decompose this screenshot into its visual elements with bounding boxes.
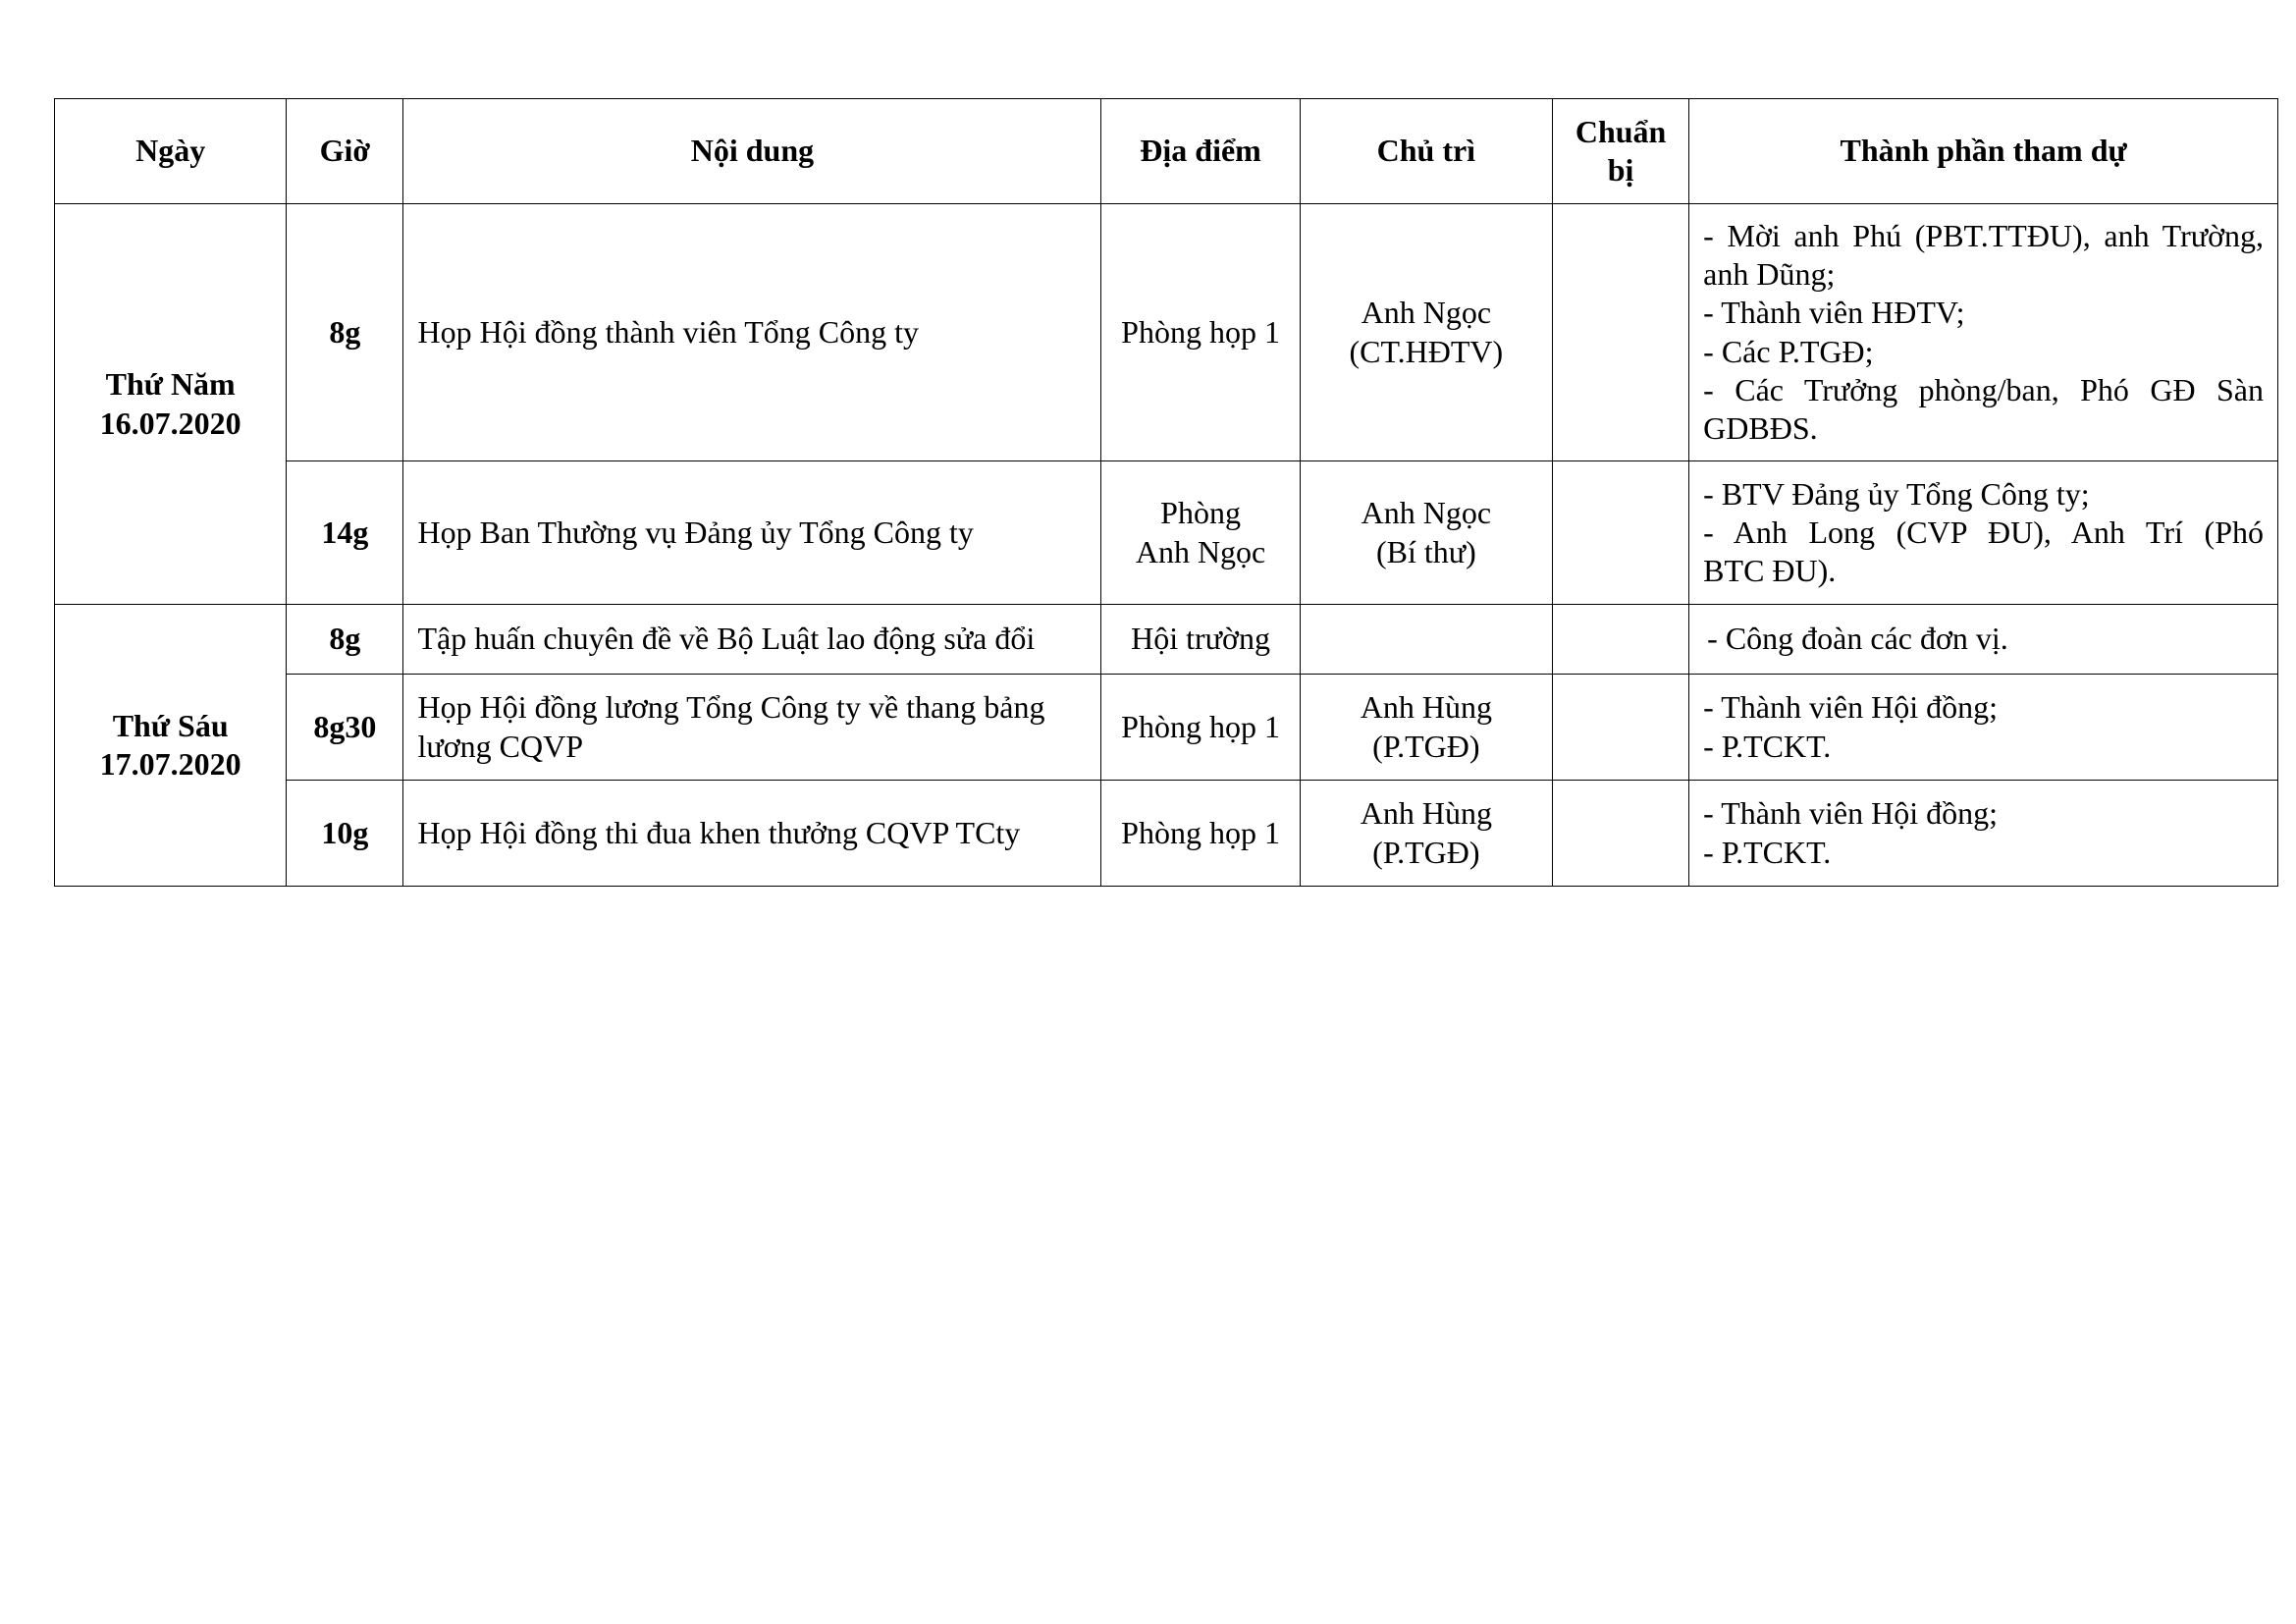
- table-row: [55, 461, 2278, 605]
- attendee-line: - Thành viên Hội đồng;: [1703, 689, 1998, 726]
- attendee-line: - BTV Đảng ủy Tổng Công ty;: [1703, 475, 2090, 512]
- place-line: Phòng họp 1: [1121, 814, 1280, 850]
- chair-cell: [1300, 605, 1552, 675]
- header-content: Nội dung: [403, 99, 1101, 204]
- attendees-cell: [1689, 675, 2278, 781]
- chair-line: Anh Ngọc: [1361, 295, 1492, 331]
- chair-line: (Bí thư): [1375, 533, 1476, 569]
- date-cell: [55, 605, 287, 887]
- place-cell: [1101, 461, 1300, 605]
- table-row: [55, 781, 2278, 887]
- date: 16.07.2020: [99, 405, 241, 441]
- time-cell: 8g30: [287, 675, 403, 781]
- header-attendees: Thành phần tham dự: [1689, 99, 2278, 204]
- attendee-line: GDBĐS.: [1703, 409, 1818, 446]
- content-cell: Họp Hội đồng lương Tổng Công ty về thang bảng lương CQVP: [403, 675, 1101, 781]
- attendee-line: anh Dũng;: [1703, 256, 1836, 293]
- attendees-cell: [1689, 461, 2278, 605]
- chair-line: Anh Hùng: [1360, 795, 1492, 832]
- weekday: Thứ Sáu: [112, 707, 229, 743]
- content-cell: Tập huấn chuyên đề về Bộ Luật lao động sửa đổi: [403, 605, 1101, 675]
- place-line: Phòng họp 1: [1121, 708, 1280, 744]
- table-row: [55, 675, 2278, 781]
- table-row: [55, 204, 2278, 461]
- content-cell: Họp Hội đồng thi đua khen thưởng CQVP TCty: [403, 781, 1101, 887]
- time-cell: 14g: [287, 461, 403, 605]
- header-row: [55, 99, 2278, 204]
- place-cell: [1101, 675, 1300, 781]
- place-line: Phòng: [1160, 495, 1241, 531]
- attendees-cell: [1689, 204, 2278, 461]
- attendee-line: - P.TCKT.: [1703, 834, 1832, 870]
- chair-line: (P.TGĐ): [1372, 834, 1480, 870]
- attendees-cell: [1689, 605, 2278, 675]
- chair-cell: [1300, 781, 1552, 887]
- place-cell: [1101, 781, 1300, 887]
- attendee-line: - Các Trưởng phòng/ban, Phó GĐ Sàn: [1703, 371, 2264, 407]
- chair-cell: [1300, 675, 1552, 781]
- time-cell: 8g: [287, 204, 403, 461]
- weekday: Thứ Năm: [105, 366, 236, 403]
- prep-cell: [1553, 605, 1689, 675]
- chair-line: Anh Ngọc: [1361, 495, 1492, 531]
- chair-line: (CT.HĐTV): [1349, 333, 1504, 369]
- table-row: [55, 605, 2278, 675]
- meeting-schedule-table: [54, 98, 2278, 887]
- chair-line: (P.TGĐ): [1372, 728, 1480, 764]
- attendee-line: - Các P.TGĐ;: [1703, 333, 1874, 369]
- content-cell: Họp Hội đồng thành viên Tổng Công ty: [403, 204, 1101, 461]
- chair-cell: [1300, 461, 1552, 605]
- attendee-line: - Thành viên Hội đồng;: [1703, 795, 1998, 832]
- time-cell: 10g: [287, 781, 403, 887]
- chair-line: Anh Hùng: [1360, 689, 1492, 726]
- prep-cell: [1553, 675, 1689, 781]
- header-place: Địa điểm: [1101, 99, 1300, 204]
- header-date: Ngày: [55, 99, 287, 204]
- place-line: Anh Ngọc: [1135, 533, 1266, 569]
- attendee-line: - Công đoàn các đơn vị.: [1707, 621, 2008, 657]
- attendee-line: - Anh Long (CVP ĐU), Anh Trí (Phó: [1703, 514, 2264, 550]
- chair-cell: [1300, 204, 1552, 461]
- header-time: Giờ: [287, 99, 403, 204]
- header-chair: Chủ trì: [1300, 99, 1552, 204]
- content-cell: Họp Ban Thường vụ Đảng ủy Tổng Công ty: [403, 461, 1101, 605]
- place-line: Phòng họp 1: [1121, 313, 1280, 350]
- prep-cell: [1553, 781, 1689, 887]
- date: 17.07.2020: [99, 746, 241, 782]
- attendee-line: - P.TCKT.: [1703, 728, 1832, 764]
- place-line: Hội trường: [1131, 621, 1270, 657]
- time-cell: 8g: [287, 605, 403, 675]
- attendee-line: - Mời anh Phú (PBT.TTĐU), anh Trường,: [1703, 218, 2264, 254]
- place-cell: [1101, 605, 1300, 675]
- attendee-line: - Thành viên HĐTV;: [1703, 295, 1965, 331]
- place-cell: [1101, 204, 1300, 461]
- prep-cell: [1553, 461, 1689, 605]
- attendees-cell: [1689, 781, 2278, 887]
- header-prep: Chuẩn bị: [1553, 99, 1689, 204]
- prep-cell: [1553, 204, 1689, 461]
- date-cell: [55, 204, 287, 605]
- attendee-line: BTC ĐU).: [1703, 553, 1837, 589]
